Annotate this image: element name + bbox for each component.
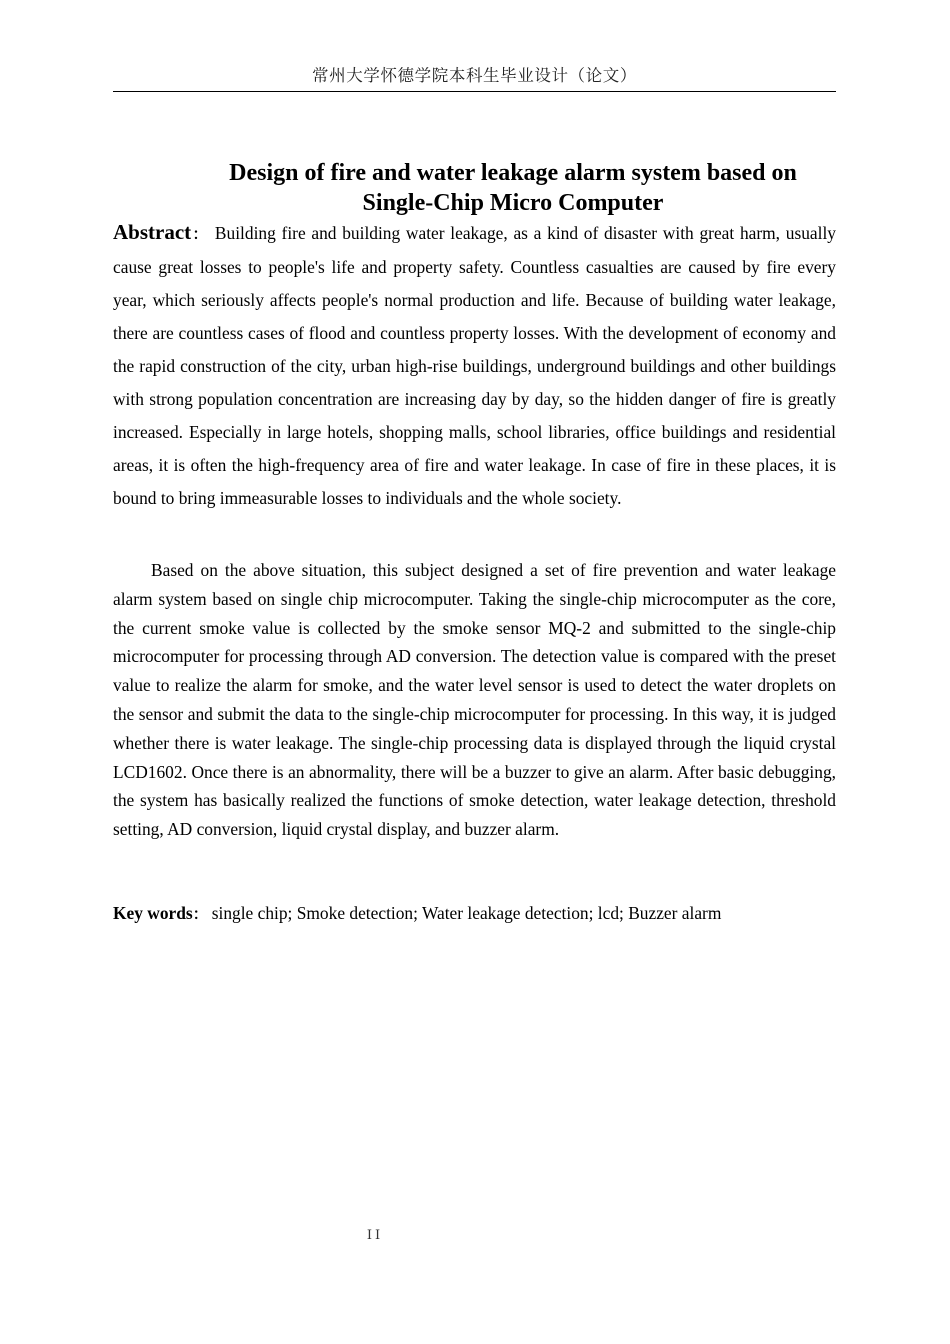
paper-title <box>113 158 913 218</box>
paper-title-line2: Single-Chip Micro Computer <box>362 190 664 216</box>
keywords <box>113 899 836 928</box>
abstract-text: Building fire and building water leakage, as a kind of disaster with great harm, usually cause great losses to people's life and property safety. Countless casualties are caused by fire every year, which seriously affects people's normal production and life. Because of building water leakage, there are countless cases of flood and countless property losses. With the development of economy and the rapid construction of the city, urban high-rise buildings, underground buildings and other buildings with strong population concentration are increasing day by day, so the hidden danger of fire is greatly increased. Especially in large hotels, shopping malls, school libraries, office buildings and residential areas, it is often the high-frequency area of fire and water leakage. In case of fire in these places, it is bound to bring immeasurable losses to individuals and the whole society. <box>113 223 836 508</box>
paper-title-line1: Design of fire and water leakage alarm system based on <box>229 160 797 186</box>
page-number: II <box>366 1228 384 1243</box>
abstract-label: Abstract <box>113 220 192 244</box>
keywords-colon: ： <box>192 905 208 923</box>
running-header <box>113 62 836 92</box>
running-header-title: 常州大学怀德学院本科生毕业设计（论文） <box>312 66 637 85</box>
keywords-label: Key words <box>113 903 193 923</box>
keywords-text: single chip; Smoke detection; Water leakage detection; lcd; Buzzer alarm <box>211 903 722 923</box>
abstract-paragraph <box>113 216 836 515</box>
abstract-colon: ： <box>191 225 209 243</box>
abstract-paragraph-2: Based on the above situation, this subject designed a set of fire prevention and water leakage alarm system based on single chip microcomputer. Taking the single-chip microcomputer as the core, the current smoke value is collected by the smoke sensor MQ-2 and submitted to the single-chip microcomputer for processing through AD conversion. The detection value is compared with the preset value to realize the alarm for smoke, and the water level sensor is used to detect the water droplets on the sensor and submit the data to the single-chip microcomputer for processing. In this way, it is judged whether there is water leakage. The single-chip processing data is displayed through the liquid crystal LCD1602. Once there is an abnormality, there will be a buzzer to give an alarm. After basic debugging, the system has basically realized the functions of smoke detection, water leakage detection, threshold setting, AD conversion, liquid crystal display, and buzzer alarm. <box>113 560 836 840</box>
